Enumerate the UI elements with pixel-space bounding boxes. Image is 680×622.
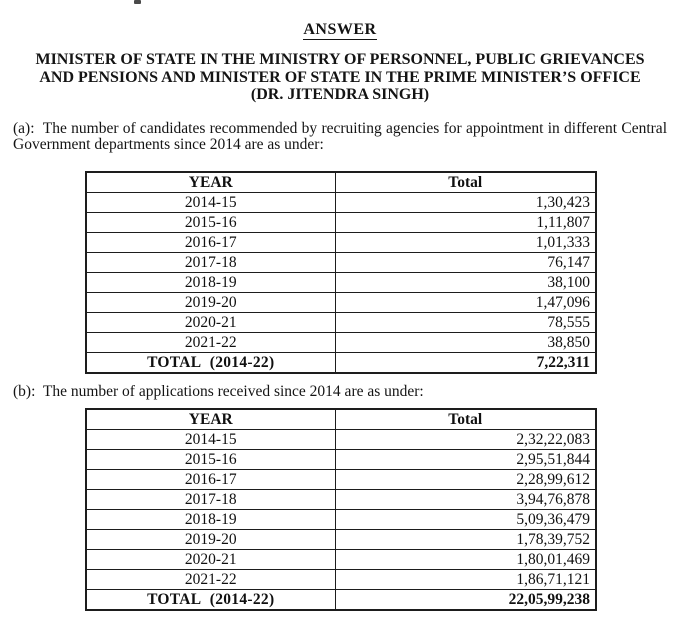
total-cell: 1,78,39,752 — [335, 530, 596, 550]
year-cell: 2019-20 — [86, 293, 335, 313]
minister-heading-line2: AND PENSIONS AND MINISTER OF STATE IN THE PRIME MINISTER’S OFFICE — [39, 68, 641, 86]
year-cell: 2018-19 — [86, 510, 335, 530]
year-cell: 2014-15 — [86, 193, 335, 213]
total-cell: 1,86,71,121 — [335, 570, 596, 590]
total-cell: 38,100 — [335, 273, 596, 293]
table-a-year-header: YEAR — [86, 172, 335, 193]
table-row — [86, 213, 596, 233]
total-cell: 2,95,51,844 — [335, 450, 596, 470]
table-candidates-recommended — [85, 171, 597, 375]
table-row — [86, 273, 596, 293]
total-cell: 2,28,99,612 — [335, 470, 596, 490]
table-row — [86, 550, 596, 570]
year-cell: 2021-22 — [86, 333, 335, 353]
table-row — [86, 313, 596, 333]
year-cell: 2021-22 — [86, 570, 335, 590]
table-row — [86, 470, 596, 490]
total-cell: 5,09,36,479 — [335, 510, 596, 530]
year-cell: 2014-15 — [86, 430, 335, 450]
year-cell: 2015-16 — [86, 450, 335, 470]
table-row — [86, 430, 596, 450]
section-b-intro: (b): The number of applications received since 2014 are as under: — [13, 383, 424, 400]
minister-heading-line3: (DR. JITENDRA SINGH) — [250, 86, 430, 103]
table-a-header-row — [86, 172, 596, 193]
total-cell: 2,32,22,083 — [335, 430, 596, 450]
year-cell: 2015-16 — [86, 213, 335, 233]
year-cell: 2016-17 — [86, 233, 335, 253]
answer-title-text: ANSWER — [303, 21, 377, 38]
table-row — [86, 193, 596, 213]
total-cell: 1,47,096 — [335, 293, 596, 313]
table-row — [86, 253, 596, 273]
total-label-cell: TOTAL (2014-22) — [86, 590, 335, 611]
scan-artifact-mark — [134, 0, 141, 4]
table-row — [86, 293, 596, 313]
year-cell: 2017-18 — [86, 253, 335, 273]
table-row — [86, 570, 596, 590]
year-cell: 2016-17 — [86, 470, 335, 490]
table-b-header-row — [86, 409, 596, 430]
table-row — [86, 510, 596, 530]
section-a-intro: (a): The number of candidates recommended by recruiting agencies for appointment in different Central Government departments since 2014 are as under: — [13, 119, 667, 153]
total-cell: 1,30,423 — [335, 193, 596, 213]
minister-heading-line1: MINISTER OF STATE IN THE MINISTRY OF PERSONNEL, PUBLIC GRIEVANCES — [35, 51, 645, 68]
minister-heading — [18, 51, 662, 104]
total-cell: 3,94,76,878 — [335, 490, 596, 510]
year-cell: 2020-21 — [86, 313, 335, 333]
grand-total-cell: 22,05,99,238 — [335, 590, 596, 611]
total-cell: 1,01,333 — [335, 233, 596, 253]
total-label-cell: TOTAL (2014-22) — [86, 353, 335, 374]
table-row — [86, 490, 596, 510]
grand-total-cell: 7,22,311 — [335, 353, 596, 374]
total-cell: 78,555 — [335, 313, 596, 333]
table-row — [86, 333, 596, 353]
year-cell: 2020-21 — [86, 550, 335, 570]
table-b-total-row — [86, 590, 596, 611]
table-row — [86, 450, 596, 470]
total-cell: 1,80,01,469 — [335, 550, 596, 570]
table-b-total-header: Total — [335, 409, 596, 430]
table-row — [86, 530, 596, 550]
year-cell: 2019-20 — [86, 530, 335, 550]
total-cell: 76,147 — [335, 253, 596, 273]
total-cell: 38,850 — [335, 333, 596, 353]
table-a-total-row — [86, 353, 596, 374]
table-applications-received — [85, 408, 597, 612]
table-row — [86, 233, 596, 253]
table-a-total-header: Total — [335, 172, 596, 193]
total-cell: 1,11,807 — [335, 213, 596, 233]
answer-title — [0, 21, 680, 39]
table-b-year-header: YEAR — [86, 409, 335, 430]
year-cell: 2017-18 — [86, 490, 335, 510]
year-cell: 2018-19 — [86, 273, 335, 293]
